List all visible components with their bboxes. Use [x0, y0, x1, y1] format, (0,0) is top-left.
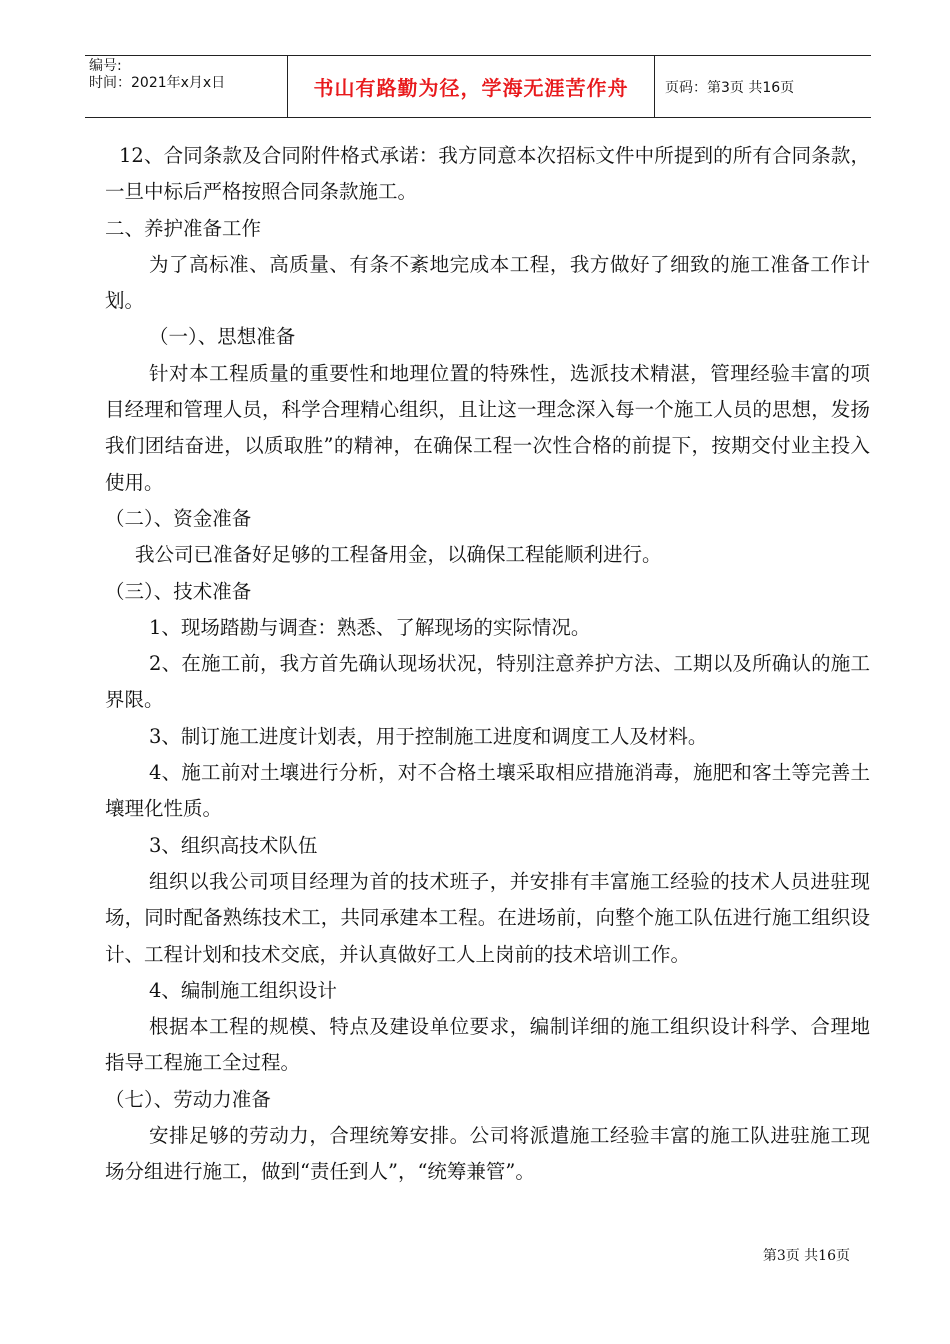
paragraph: 12、合同条款及合同附件格式承诺：我方同意本次招标文件中所提到的所有合同条款，一旦中标后严格按照合同条款施工。	[105, 144, 870, 204]
subsection-heading: 4、编制施工组织设计	[149, 978, 337, 1002]
list-item: 2、在施工前，我方首先确认现场状况，特别注意养护方法、工期以及所确认的施工界限。	[105, 652, 870, 712]
list-item: 4、施工前对土壤进行分析，对不合格土壤采取相应措施消毒，施肥和客土等完善土壤理化性质。	[105, 761, 870, 821]
subsection-heading: （七）、劳动力准备	[105, 1087, 271, 1111]
document-number-label: 编号:	[89, 58, 122, 74]
subsection-heading: 3、组织高技术队伍	[149, 833, 318, 857]
document-time: 时间：2021年x月x日	[89, 75, 226, 91]
paragraph: 组织以我公司项目经理为首的技术班子，并安排有丰富施工经验的技术人员进驻现场，同时配备熟练技术工，共同承建本工程。在进场前，向整个施工队伍进行施工组织设计、工程计划和技术交底，并认真做好工人上岗前的技术培训工作。	[105, 869, 870, 966]
paragraph: 针对本工程质量的重要性和地理位置的特殊性，选派技术精湛，管理经验丰富的项目经理和管理人员，科学合理精心组织，且让这一理念深入每一个施工人员的思想，发扬我们团结奋进，以质取胜”的精神，在确保工程一次性合格的前提下，按期交付业主投入使用。	[105, 361, 870, 494]
header-meta	[85, 56, 288, 117]
paragraph: 为了高标准、高质量、有条不紊地完成本工程，我方做好了细致的施工准备工作计划。	[105, 252, 870, 313]
subsection-heading: （一）、思想准备	[149, 325, 296, 349]
paragraph: 安排足够的劳动力，合理统筹安排。公司将派遣施工经验丰富的施工队进驻施工现场分组进行施工，做到“责任到人”，“统筹兼管”。	[105, 1124, 870, 1184]
document-body	[105, 138, 870, 1191]
header-page-info: 页码：第3页 共16页	[665, 79, 795, 96]
subsection-heading: （三）、技术准备	[105, 579, 252, 603]
page-footer: 第3页 共16页	[762, 1248, 850, 1264]
section-heading: 二、养护准备工作	[105, 216, 262, 240]
page-header	[85, 55, 871, 118]
subsection-heading: （二）、资金准备	[105, 506, 252, 530]
paragraph: 我公司已准备好足够的工程备用金，以确保工程能顺利进行。	[135, 543, 662, 567]
list-item: 1、现场踏勘与调查：熟悉、了解现场的实际情况。	[149, 615, 591, 639]
list-item: 3、制订施工进度计划表，用于控制施工进度和调度工人及材料。	[149, 724, 708, 748]
paragraph: 根据本工程的规模、特点及建设单位要求，编制详细的施工组织设计科学、合理地指导工程施工全过程。	[105, 1015, 870, 1075]
header-motto: 书山有路勤为径，学海无涯苦作舟	[288, 56, 655, 117]
